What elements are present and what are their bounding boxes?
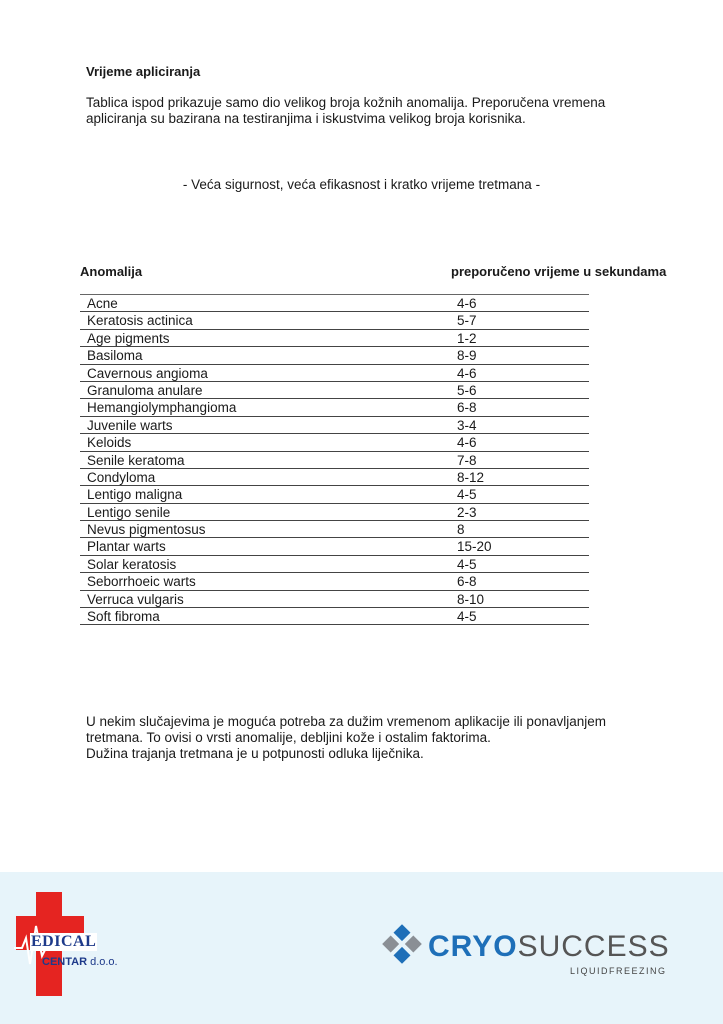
anomaly-name-cell: Nevus pigmentosus bbox=[87, 522, 206, 538]
cryo-text: CRYO bbox=[428, 930, 518, 963]
table-row bbox=[80, 556, 589, 573]
table-row bbox=[80, 591, 589, 608]
closing-paragraph bbox=[86, 714, 686, 762]
time-cell: 4-6 bbox=[457, 435, 477, 451]
time-cell: 8-12 bbox=[457, 469, 485, 485]
table-row bbox=[80, 469, 589, 486]
anomaly-name-cell: Granuloma anulare bbox=[87, 382, 203, 398]
anomaly-name-cell: Keratosis actinica bbox=[87, 313, 193, 329]
time-cell: 6-8 bbox=[457, 400, 477, 416]
table-row bbox=[80, 312, 589, 329]
time-cell: 4-5 bbox=[457, 609, 477, 625]
anomaly-name-cell: Keloids bbox=[87, 435, 132, 451]
table-row bbox=[80, 504, 589, 521]
time-cell: 15-20 bbox=[457, 539, 492, 555]
table-row bbox=[80, 521, 589, 538]
centar-text: CENTAR bbox=[42, 956, 88, 968]
anomaly-name-cell: Condyloma bbox=[87, 469, 156, 485]
cryosuccess-wordmark bbox=[428, 931, 670, 963]
column-header-time: preporučeno vrijeme u sekundama bbox=[451, 264, 667, 279]
anomaly-name-cell: Verruca vulgaris bbox=[87, 591, 184, 607]
anomaly-name-cell: Hemangiolymphangioma bbox=[87, 400, 237, 416]
time-cell: 5-7 bbox=[457, 313, 477, 329]
table-row bbox=[80, 434, 589, 451]
time-cell: 5-6 bbox=[457, 382, 477, 398]
closing-line: tretmana. To ovisi o vrsti anomalije, debljini kože i ostalim faktorima. bbox=[86, 730, 491, 745]
time-cell: 4-6 bbox=[457, 296, 477, 311]
anomaly-name-cell: Plantar warts bbox=[87, 539, 166, 555]
footer-band bbox=[0, 872, 723, 1024]
time-cell: 4-5 bbox=[457, 556, 477, 572]
anomaly-name-cell: Acne bbox=[87, 296, 118, 311]
section-heading: Vrijeme apliciranja bbox=[86, 64, 201, 79]
intro-paragraph: Tablica ispod prikazuje samo dio velikog broja kožnih anomalija. Preporučena vremena apliciranja su bazirana na testiranjima i iskustvima velikog broja korisnika. bbox=[86, 95, 606, 126]
table-row bbox=[80, 399, 589, 416]
table-row bbox=[80, 486, 589, 503]
closing-line: Dužina trajanja tretmana je u potpunosti odluka liječnika. bbox=[86, 746, 424, 761]
cryosuccess-diamond-icon bbox=[380, 922, 424, 966]
table-row bbox=[80, 538, 589, 555]
table-row bbox=[80, 295, 589, 312]
table-row bbox=[80, 330, 589, 347]
table-row bbox=[80, 417, 589, 434]
anomaly-name-cell: Basiloma bbox=[87, 348, 143, 364]
anomaly-name-cell: Juvenile warts bbox=[87, 417, 173, 433]
anomaly-name-cell: Solar keratosis bbox=[87, 556, 177, 572]
medical-logo-centar bbox=[42, 956, 118, 968]
anomaly-table bbox=[80, 294, 589, 625]
anomaly-name-cell: Lentigo senile bbox=[87, 504, 171, 520]
time-cell: 4-6 bbox=[457, 365, 477, 381]
time-cell: 1-2 bbox=[457, 330, 477, 346]
time-cell: 2-3 bbox=[457, 504, 477, 520]
cryosuccess-tagline: LIQUIDFREEZING bbox=[570, 966, 667, 976]
table-row bbox=[80, 365, 589, 382]
table-row bbox=[80, 573, 589, 590]
cryosuccess-logo bbox=[380, 922, 680, 982]
time-cell: 8-10 bbox=[457, 591, 485, 607]
time-cell: 8 bbox=[457, 522, 465, 538]
slogan: - Veća sigurnost, veća efikasnost i kratko vrijeme tretmana - bbox=[182, 177, 541, 192]
time-cell: 6-8 bbox=[457, 574, 477, 590]
medical-centar-logo bbox=[14, 886, 118, 1001]
time-cell: 7-8 bbox=[457, 452, 477, 468]
time-cell: 3-4 bbox=[457, 417, 477, 433]
table-row bbox=[80, 608, 589, 625]
doo-text: d.o.o. bbox=[90, 956, 118, 968]
anomaly-name-cell: Cavernous angioma bbox=[87, 365, 208, 381]
table-row bbox=[80, 382, 589, 399]
closing-line: U nekim slučajevima je moguća potreba za dužim vremenom aplikacije ili ponavljanjem bbox=[86, 714, 606, 729]
anomaly-name-cell: Age pigments bbox=[87, 330, 170, 346]
anomaly-name-cell: Lentigo maligna bbox=[87, 487, 183, 503]
anomaly-name-cell: Senile keratoma bbox=[87, 452, 185, 468]
time-cell: 4-5 bbox=[457, 487, 477, 503]
table-row bbox=[80, 452, 589, 469]
table-row bbox=[80, 347, 589, 364]
medical-logo-word: EDICAL bbox=[31, 933, 97, 950]
time-cell: 8-9 bbox=[457, 348, 477, 364]
anomaly-name-cell: Seborrhoeic warts bbox=[87, 574, 196, 590]
anomaly-name-cell: Soft fibroma bbox=[87, 609, 160, 625]
column-header-anomaly: Anomalija bbox=[80, 264, 143, 279]
success-text: SUCCESS bbox=[517, 930, 670, 963]
